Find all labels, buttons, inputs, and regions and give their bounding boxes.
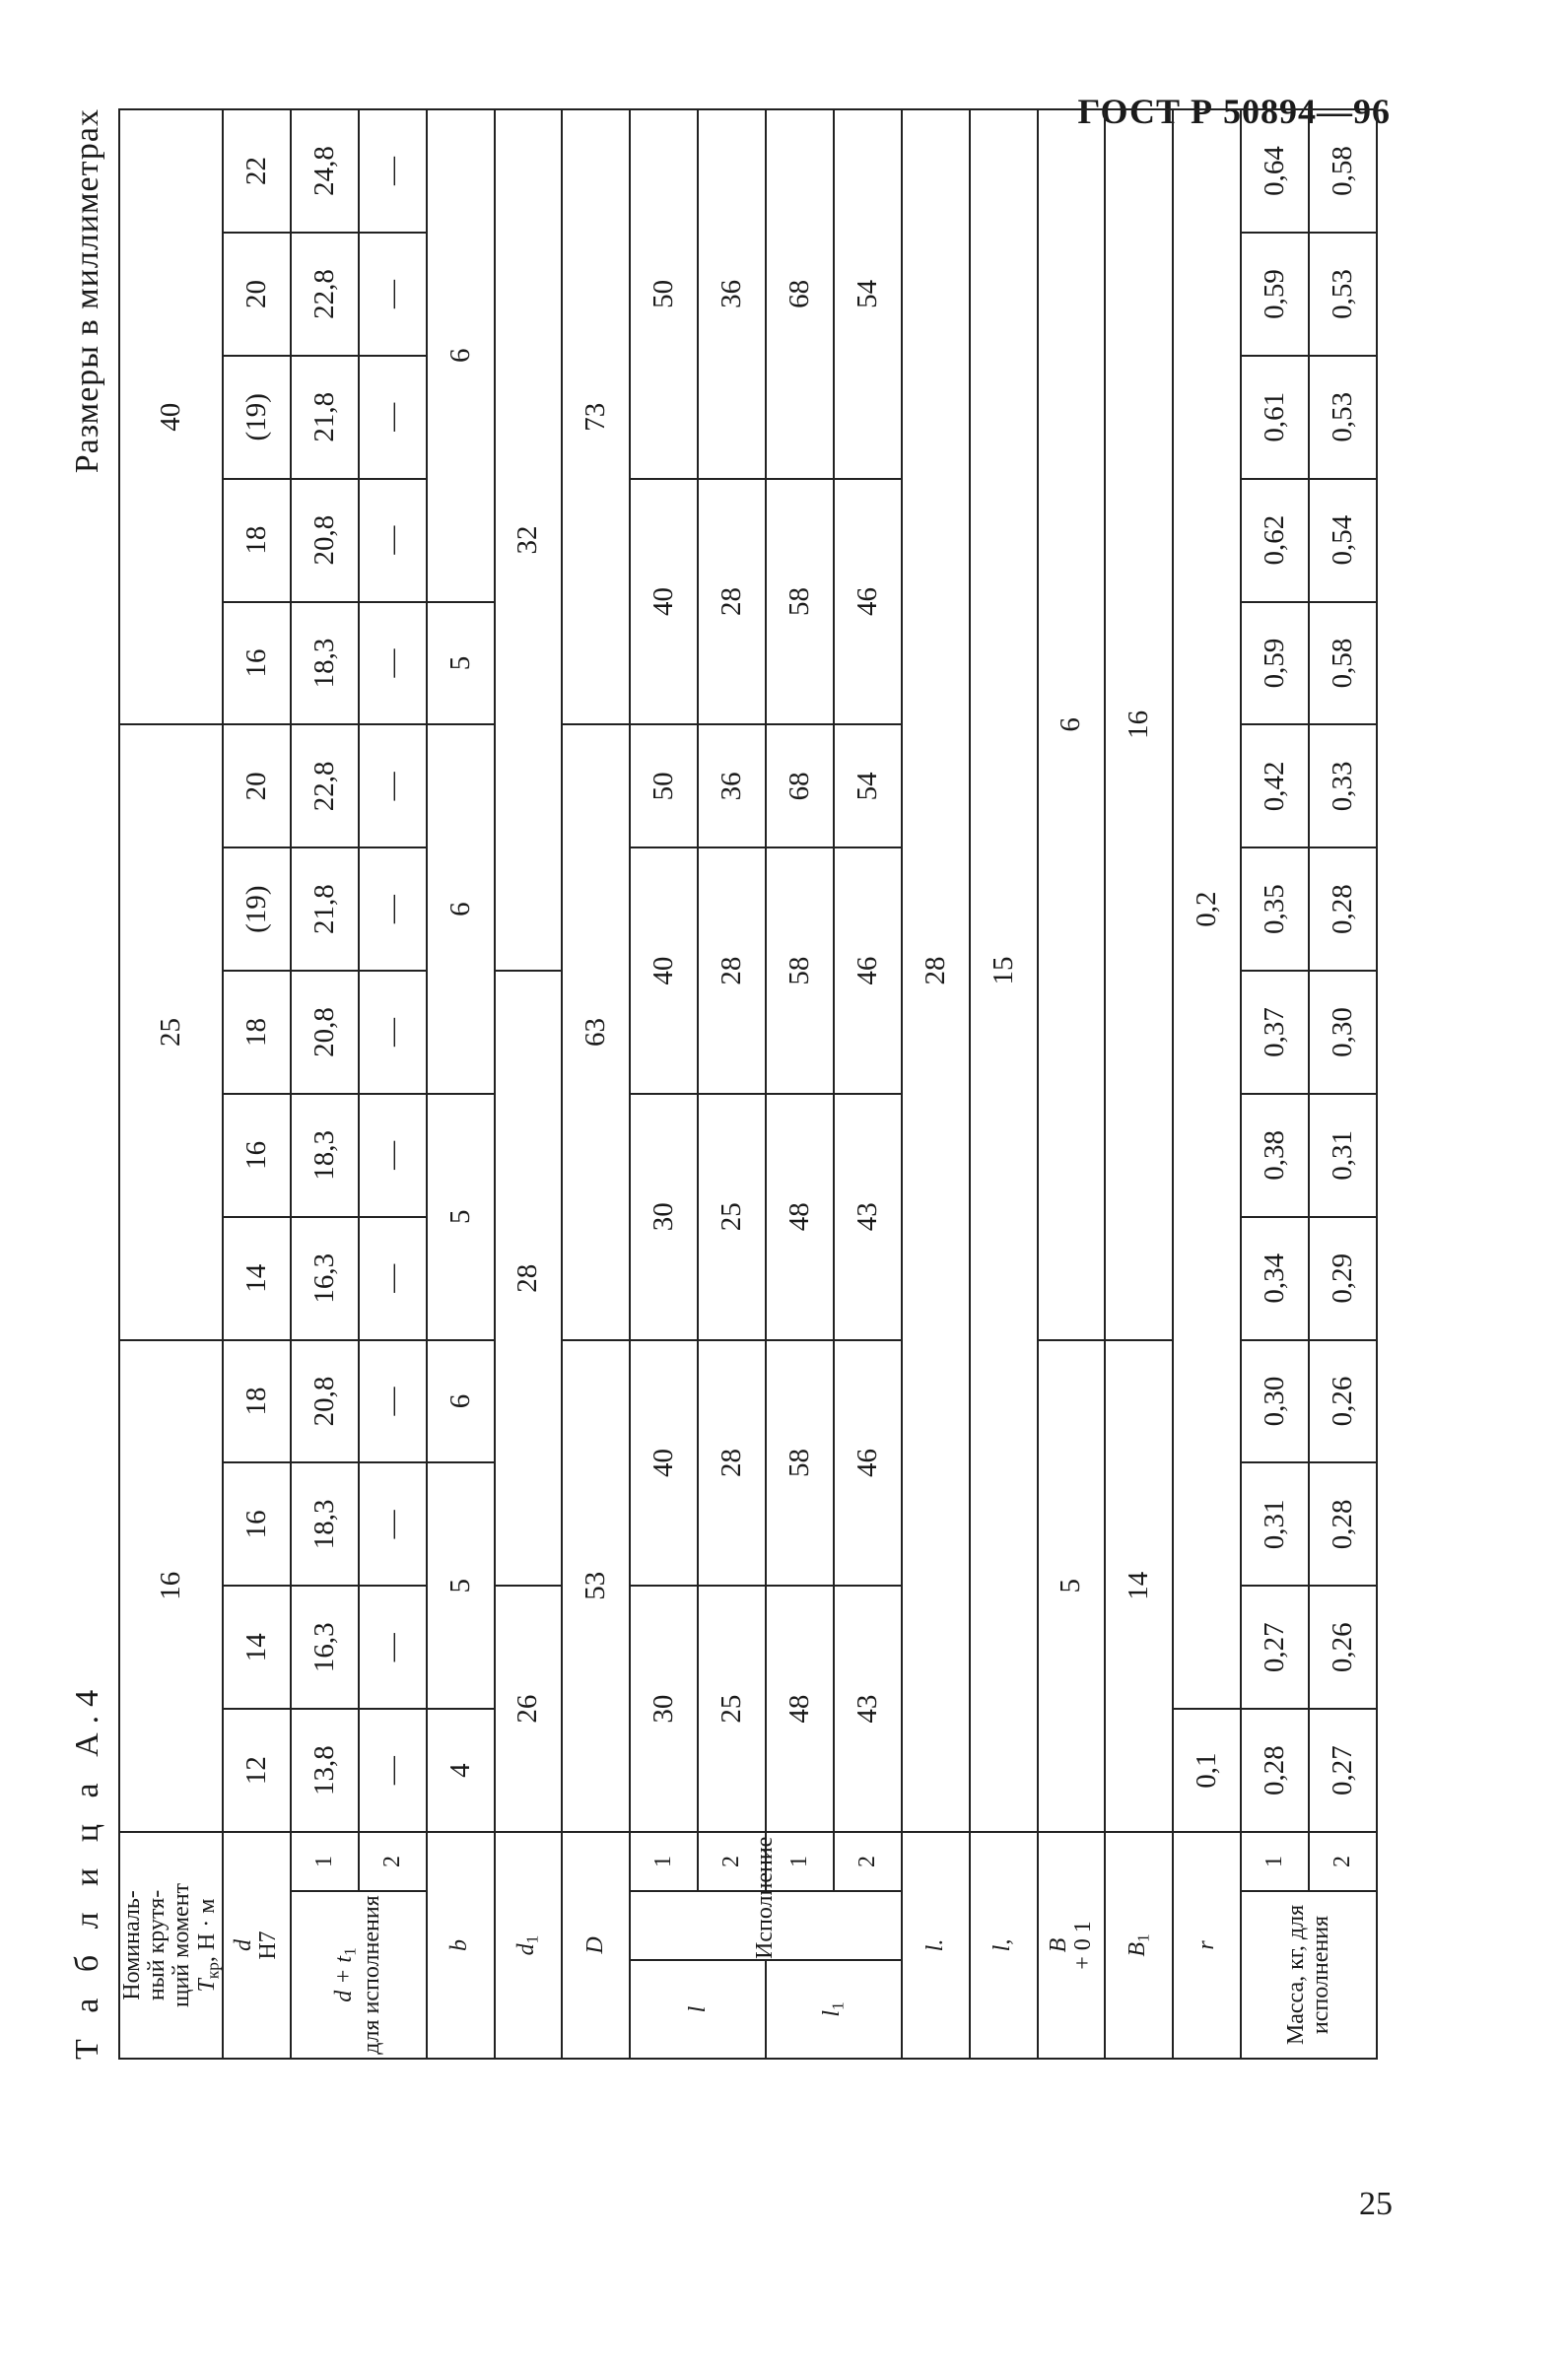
mass2-cell: 0,58 [1309,602,1377,725]
d-cell: 20 [223,233,291,356]
header-mass-exec-2: 2 [1309,1832,1377,1891]
row-D [562,109,630,2059]
B1-cell: 14 [1105,1340,1173,1832]
l11-cell: 58 [766,479,834,725]
header-l: l [630,1960,766,2059]
dt1-cell: 16,3 [291,1586,359,1709]
l1-cell: 30 [630,1094,698,1340]
dt2-cell: — [359,356,427,479]
standard-code: ГОСТ Р 50894—96 [1077,92,1391,131]
l1-cell: 50 [630,109,698,479]
table-container [118,108,1378,2060]
d-cell: 16 [223,1094,291,1217]
B1-cell: 16 [1105,109,1173,1340]
mass2-cell: 0,29 [1309,1217,1377,1340]
row-l-1 [630,109,698,2059]
l2-cell: 28 [698,847,766,1094]
d-cell: 16 [223,1462,291,1586]
b-cell: 5 [427,1462,495,1709]
dt2-cell: — [359,724,427,847]
rotated-table-block [69,108,1370,2060]
l1-cell: 50 [630,724,698,847]
torque-cell: 16 [119,1340,223,1832]
mass1-cell: 0,35 [1241,847,1309,971]
mass1-cell: 0,61 [1241,356,1309,479]
dt2-cell: — [359,1217,427,1340]
dimensions-table [118,108,1378,2060]
row-b [427,109,495,2059]
l2-cell: 25 [698,1094,766,1340]
header-d: d H7 [223,1832,291,2059]
header-mass: Масса, кг, для исполнения [1241,1891,1377,2059]
d-cell: (19) [223,356,291,479]
l2-cell: 25 [698,1586,766,1832]
header-exec-2: 2 [359,1832,427,1891]
dt1-cell: 20,8 [291,479,359,602]
mass1-cell: 0,64 [1241,109,1309,233]
lcomma-cell: 15 [970,109,1038,1832]
dt2-cell: — [359,602,427,725]
header-l-exec-1: 1 [630,1832,698,1891]
dt2-cell: — [359,479,427,602]
header-exec-1: 1 [291,1832,359,1891]
dt2-cell: — [359,109,427,233]
header-d1: $d_1$ [495,1832,563,2059]
dt2-cell: — [359,1709,427,1832]
b-cell: 6 [427,1340,495,1463]
row-l-dot [902,109,970,2059]
d-cell: 18 [223,479,291,602]
mass2-cell: 0,28 [1309,847,1377,971]
dt1-cell: 20,8 [291,971,359,1094]
mass1-cell: 0,42 [1241,724,1309,847]
torque-cell: 40 [119,109,223,724]
torque-cell: 25 [119,724,223,1339]
b-cell: 6 [427,724,495,1094]
l12-cell: 46 [834,1340,902,1587]
l11-cell: 58 [766,1340,834,1587]
d-cell: 22 [223,109,291,233]
l12-cell: 46 [834,847,902,1094]
dt1-cell: 18,3 [291,1462,359,1586]
row-d1 [495,109,563,2059]
mass2-cell: 0,53 [1309,356,1377,479]
l11-cell: 58 [766,847,834,1094]
mass2-cell: 0,26 [1309,1340,1377,1463]
row-l-2 [698,109,766,2059]
mass2-cell: 0,58 [1309,109,1377,233]
d-cell: 12 [223,1709,291,1832]
d-cell: 16 [223,602,291,725]
mass2-cell: 0,33 [1309,724,1377,847]
d1-cell: 32 [495,109,563,971]
d-cell: 18 [223,1340,291,1463]
dt2-cell: — [359,233,427,356]
mass2-cell: 0,28 [1309,1462,1377,1586]
dt2-cell: — [359,1462,427,1586]
l1-cell: 40 [630,1340,698,1587]
row-dt1 [291,109,359,2059]
l11-cell: 48 [766,1094,834,1340]
header-ispolnenie: Исполнение [630,1891,902,1960]
row-mass-2 [1309,109,1377,2059]
header-l1-exec-1: 1 [766,1832,834,1891]
mass1-cell: 0,27 [1241,1586,1309,1709]
header-mass-exec-1: 1 [1241,1832,1309,1891]
d-cell: 14 [223,1586,291,1709]
B-cell: 6 [1038,109,1106,1340]
mass1-cell: 0,59 [1241,233,1309,356]
d1-cell: 26 [495,1586,563,1832]
l12-cell: 46 [834,479,902,725]
l1-cell: 40 [630,847,698,1094]
dt1-cell: 18,3 [291,1094,359,1217]
B-cell: 5 [1038,1340,1106,1832]
b-cell: 6 [427,109,495,602]
mass2-cell: 0,31 [1309,1094,1377,1217]
mass1-cell: 0,28 [1241,1709,1309,1832]
l2-cell: 28 [698,1340,766,1587]
mass1-cell: 0,59 [1241,602,1309,725]
dt2-cell: — [359,971,427,1094]
D-cell: 53 [562,1340,630,1832]
row-dt2 [359,109,427,2059]
l12-cell: 43 [834,1094,902,1340]
d-cell: 20 [223,724,291,847]
mass2-cell: 0,30 [1309,971,1377,1094]
dt2-cell: — [359,847,427,971]
mass1-cell: 0,30 [1241,1340,1309,1463]
mass2-cell: 0,26 [1309,1586,1377,1709]
header-B1: $B_1$ [1105,1832,1173,2059]
dt2-cell: — [359,1586,427,1709]
dt1-cell: 22,8 [291,724,359,847]
header-l-dot: l. [902,1832,970,2059]
d-cell: 14 [223,1217,291,1340]
r-cell: 0,1 [1173,1709,1241,1832]
header-d-plus-t1: $d + t_1$ для исполнения [291,1891,427,2059]
row-mass-1 [1241,109,1309,2059]
header-r: r [1173,1832,1241,2059]
units-note: Размеры в миллиметрах [69,108,105,474]
l11-cell: 48 [766,1586,834,1832]
row-r [1173,109,1241,2059]
mass1-cell: 0,62 [1241,479,1309,602]
l2-cell: 36 [698,724,766,847]
l1-cell: 30 [630,1586,698,1832]
d-cell: (19) [223,847,291,971]
l2-cell: 28 [698,479,766,725]
header-D: D [562,1832,630,2059]
ldot-cell: 28 [902,109,970,1832]
row-l1-1 [766,109,834,2059]
l11-cell: 68 [766,109,834,479]
dt1-cell: 22,8 [291,233,359,356]
row-B [1038,109,1106,2059]
page-number: 25 [1359,2186,1393,2222]
header-l-comma: l, [970,1832,1038,2059]
mass1-cell: 0,38 [1241,1094,1309,1217]
dt1-cell: 21,8 [291,847,359,971]
dt1-cell: 20,8 [291,1340,359,1463]
l1-cell: 40 [630,479,698,725]
l12-cell: 43 [834,1586,902,1832]
b-cell: 5 [427,1094,495,1340]
header-l1: $l_1$ [766,1960,902,2059]
dt1-cell: 24,8 [291,109,359,233]
dt1-cell: 13,8 [291,1709,359,1832]
header-b: b [427,1832,495,2059]
d-cell: 18 [223,971,291,1094]
header-l-exec-2: 2 [698,1832,766,1891]
dt1-cell: 21,8 [291,356,359,479]
row-l1-2 [834,109,902,2059]
r-cell: 0,2 [1173,109,1241,1709]
mass2-cell: 0,27 [1309,1709,1377,1832]
D-cell: 73 [562,109,630,724]
row-d [223,109,291,2059]
row-B1 [1105,109,1173,2059]
row-torque [119,109,223,2059]
l11-cell: 68 [766,724,834,847]
l12-cell: 54 [834,109,902,479]
row-l-comma [970,109,1038,2059]
dt2-cell: — [359,1340,427,1463]
header-l1-exec-2: 2 [834,1832,902,1891]
mass1-cell: 0,37 [1241,971,1309,1094]
D-cell: 63 [562,724,630,1339]
header-B: B + 0 1 [1038,1832,1106,2059]
header-torque: Номиналь- ный крутя- щий момент $T_{кр}$, Н · м [119,1832,223,2059]
mass2-cell: 0,54 [1309,479,1377,602]
dt1-cell: 16,3 [291,1217,359,1340]
dt1-cell: 18,3 [291,602,359,725]
l12-cell: 54 [834,724,902,847]
b-cell: 5 [427,602,495,725]
l2-cell: 36 [698,109,766,479]
b-cell: 4 [427,1709,495,1832]
mass1-cell: 0,31 [1241,1462,1309,1586]
table-title: Т а б л и ц а А.4 [69,1680,105,2060]
mass1-cell: 0,34 [1241,1217,1309,1340]
dt2-cell: — [359,1094,427,1217]
d1-cell: 28 [495,971,563,1586]
mass2-cell: 0,53 [1309,233,1377,356]
